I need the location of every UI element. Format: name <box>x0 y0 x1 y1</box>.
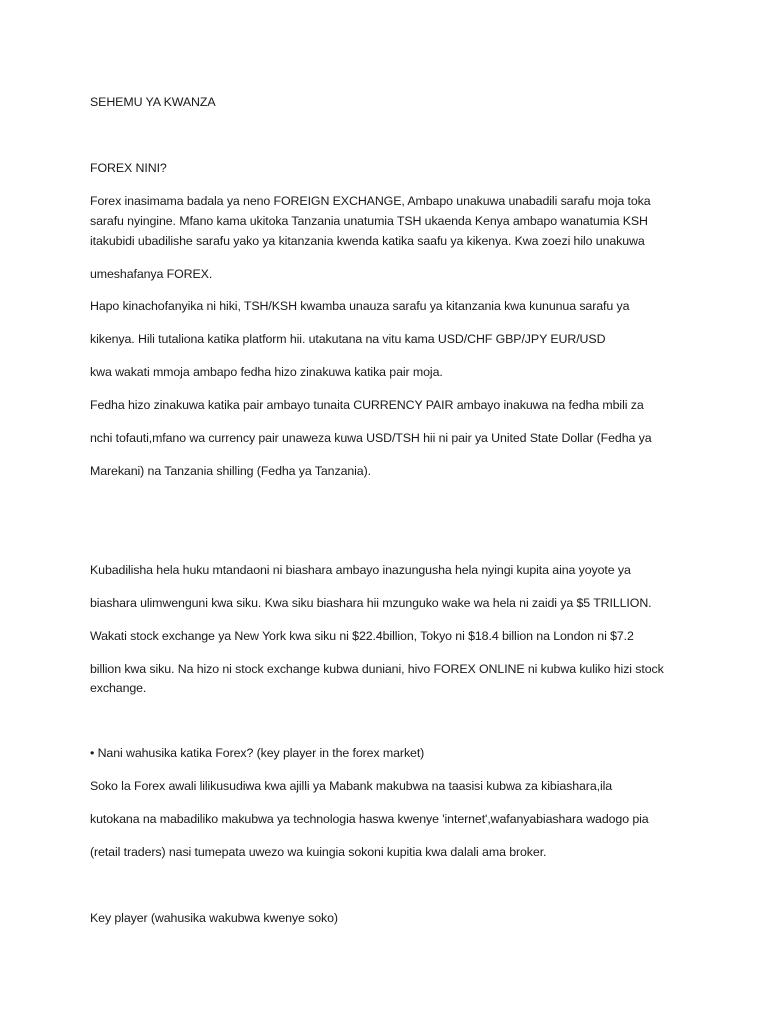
section-heading: SEHEMU YA KWANZA <box>90 95 216 109</box>
paragraph-line: sarafu nyingine. Mfano kama ukitoka Tanzania unatumia TSH ukaenda Kenya ambapo wanatumia KSH <box>90 214 648 228</box>
paragraph-line: exchange. <box>90 681 147 695</box>
paragraph-line: Hapo kinachofanyika ni hiki, TSH/KSH kwamba unauza sarafu ya kitanzania kwa kununua sarafu ya <box>90 299 630 313</box>
paragraph-line: kutokana na mabadiliko makubwa ya technologia haswa kwenye 'internet',wafanyabiashara wadogo pia <box>90 812 649 826</box>
paragraph-line: Forex inasimama badala ya neno FOREIGN EXCHANGE, Ambapo unakuwa unabadili sarafu moja toka <box>90 194 651 208</box>
paragraph-line: Marekani) na Tanzania shilling (Fedha ya Tanzania). <box>90 464 371 478</box>
paragraph-line: biashara ulimwenguni kwa siku. Kwa siku biashara hii mzunguko wake wa hela ni zaidi ya $5 TRILLION. <box>90 596 652 610</box>
paragraph-line: Fedha hizo zinakuwa katika pair ambayo tunaita CURRENCY PAIR ambayo inakuwa na fedha mbili za <box>90 398 644 412</box>
paragraph-line: billion kwa siku. Na hizo ni stock exchange kubwa duniani, hivo FOREX ONLINE ni kubwa kuliko hizi stock <box>90 662 664 676</box>
paragraph-line: Soko la Forex awali lilikusudiwa kwa ajilli ya Mabank makubwa na taasisi kubwa za kibiashara,ila <box>90 779 613 793</box>
paragraph-line: Wakati stock exchange ya New York kwa siku ni $22.4billion, Tokyo ni $18.4 billion na London ni $7.2 <box>90 629 634 643</box>
key-player-heading: Key player (wahusika wakubwa kwenye soko) <box>90 911 338 925</box>
paragraph-line: Kubadilisha hela huku mtandaoni ni biashara ambayo inazungusha hela nyingi kupita aina yoyote ya <box>90 563 631 577</box>
question-heading: FOREX NINI? <box>90 161 167 175</box>
paragraph-line: nchi tofauti,mfano wa currency pair unaweza kuwa USD/TSH hii ni pair ya United State Dollar (Fedha ya <box>90 431 652 445</box>
paragraph-line: (retail traders) nasi tumepata uwezo wa kuingia sokoni kupitia kwa dalali ama broker. <box>90 845 547 859</box>
paragraph-line: kikenya. Hili tutaliona katika platform hii. utakutana na vitu kama USD/CHF GBP/JPY EUR/USD <box>90 332 606 346</box>
paragraph-line: itakubidi ubadilishe sarafu yako ya kitanzania kwenda katika saafu ya kikenya. Kwa zoezi hilo unakuwa <box>90 234 645 248</box>
paragraph-line: umeshafanya FOREX. <box>90 267 213 281</box>
paragraph-line: kwa wakati mmoja ambapo fedha hizo zinakuwa katika pair moja. <box>90 365 443 379</box>
bullet-item: • Nani wahusika katika Forex? (key player in the forex market) <box>90 746 425 760</box>
